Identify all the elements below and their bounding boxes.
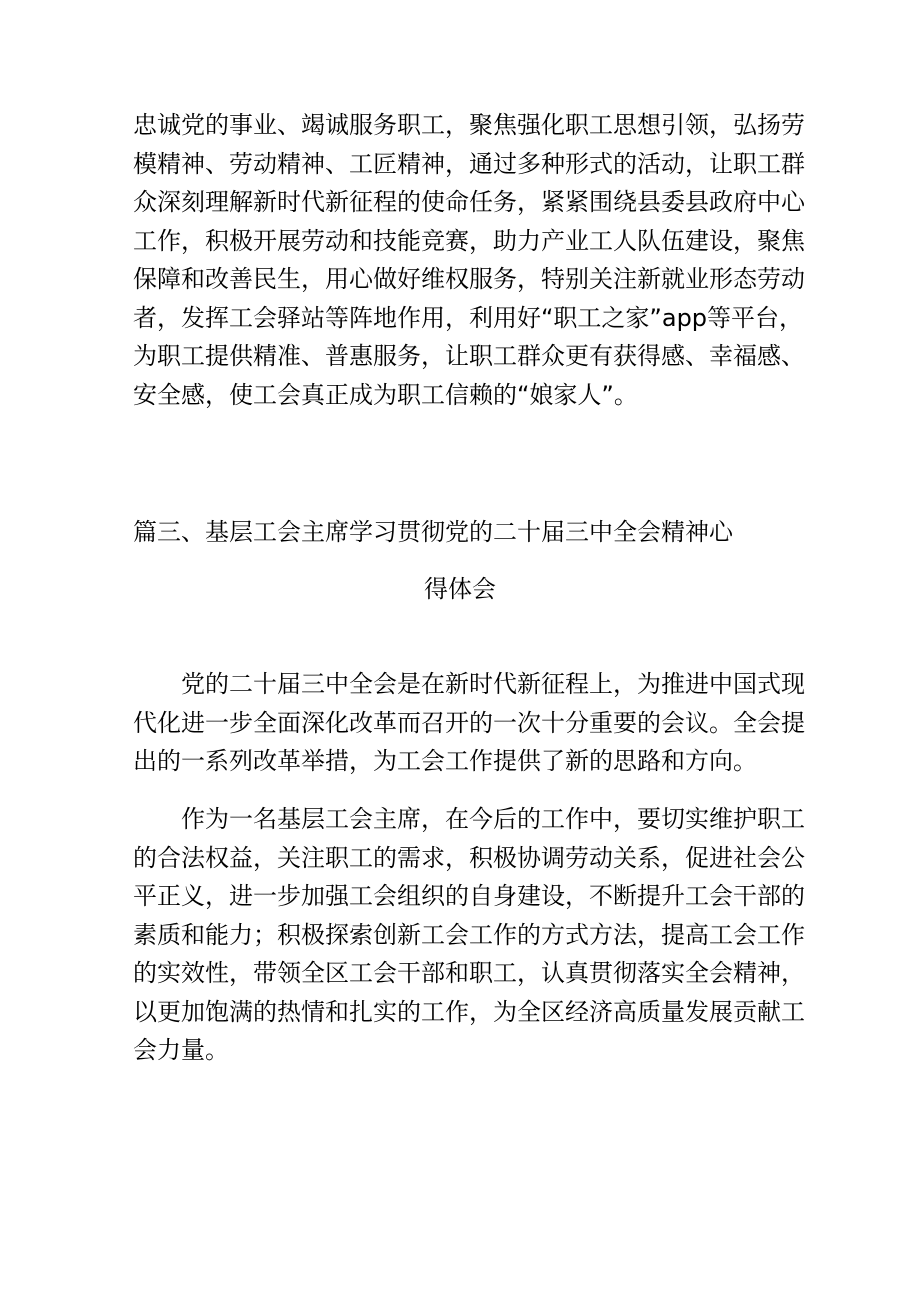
paragraph-line: 安全感，使工会真正成为职工信赖的“娘家人”。 bbox=[133, 380, 638, 409]
paragraph-line: 保障和改善民生，用心做好维权服务，特别关注新就业形态劳动 bbox=[133, 265, 805, 293]
paragraph-line: 为职工提供精准、普惠服务，让职工群众更有获得感、幸福感、 bbox=[133, 342, 805, 370]
paragraph-line: 工作，积极开展劳动和技能竞赛，助力产业工人队伍建设，聚焦 bbox=[133, 226, 805, 255]
paragraph-line: 会力量。 bbox=[133, 1036, 229, 1064]
paragraph-line: 的实效性，带领全区工会干部和职工，认真贯彻落实全会精神， bbox=[133, 959, 805, 987]
paragraph-line: 平正义，进一步加强工会组织的自身建设，不断提升工会干部的 bbox=[133, 882, 805, 910]
paragraph-line: 素质和能力；积极探索创新工会工作的方式方法，提高工会工作 bbox=[133, 920, 805, 949]
paragraph-line: 作为一名基层工会主席，在今后的工作中，要切实维护职工 bbox=[133, 805, 805, 833]
paragraph-line: 者，发挥工会驿站等阵地作用，利用好“职工之家”app等平台， bbox=[133, 303, 804, 332]
body-paragraph-1 bbox=[133, 665, 805, 781]
paragraph-line: 模精神、劳动精神、工匠精神，通过多种形式的活动，让职工群 bbox=[133, 149, 805, 178]
section-heading-continuation: 得体会 bbox=[424, 575, 496, 603]
paragraph-line: 代化进一步全面深化改革而召开的一次十分重要的会议。全会提 bbox=[133, 708, 805, 737]
paragraph-line: 党的二十届三中全会是在新时代新征程上，为推进中国式现 bbox=[133, 670, 805, 698]
section-heading: 篇三、基层工会主席学习贯彻党的二十届三中全会精神心 bbox=[133, 518, 733, 546]
paragraph-line: 忠诚党的事业、竭诚服务职工，聚焦强化职工思想引领，弘扬劳 bbox=[133, 111, 805, 139]
paragraph-line: 的合法权益，关注职工的需求，积极协调劳动关系，促进社会公 bbox=[133, 843, 805, 872]
paragraph-line: 出的一系列改革举措，为工会工作提供了新的思路和方向。 bbox=[133, 747, 757, 775]
continuation-paragraph bbox=[133, 106, 805, 414]
paragraph-line: 以更加饱满的热情和扎实的工作，为全区经济高质量发展贡献工 bbox=[133, 997, 805, 1026]
paragraph-line: 众深刻理解新时代新征程的使命任务，紧紧围绕县委县政府中心 bbox=[133, 188, 805, 216]
body-paragraph-2 bbox=[133, 800, 805, 1070]
